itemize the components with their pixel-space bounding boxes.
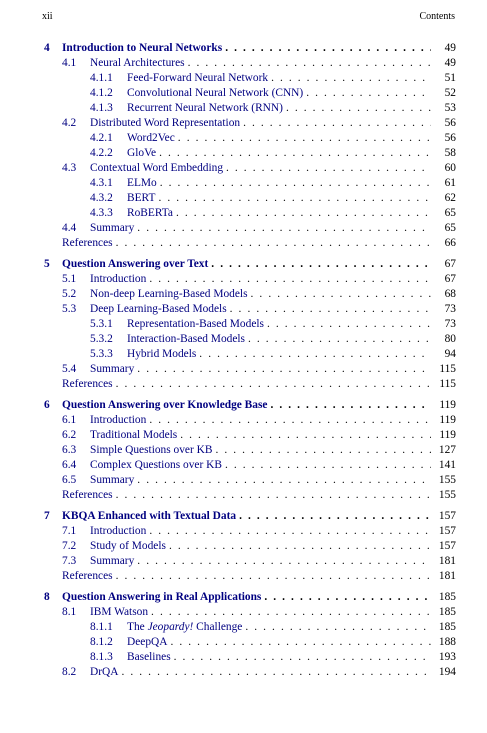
- toc-dot-leader: [225, 458, 431, 473]
- toc-entry-title[interactable]: BERT: [127, 192, 156, 204]
- toc-entry-number: 8.1.3: [90, 651, 113, 663]
- toc-entry-title[interactable]: Representation-Based Models: [127, 318, 264, 330]
- toc-entry-page: 68: [444, 288, 456, 300]
- toc-entry-page: 60: [444, 162, 456, 174]
- toc-entry-title[interactable]: References: [62, 378, 113, 390]
- toc-entry-page: 61: [444, 177, 456, 189]
- toc-dot-leader: [149, 413, 431, 428]
- toc-dot-leader: [149, 272, 431, 287]
- toc-entry-title[interactable]: GloVe: [127, 147, 157, 159]
- toc-dot-leader: [158, 191, 431, 206]
- toc-entry-sec[interactable]: [0, 116, 487, 131]
- toc-entry-title[interactable]: RoBERTa: [127, 207, 173, 219]
- toc-entry-number: 4.2.2: [90, 147, 113, 159]
- toc-entry-number: 5.3.3: [90, 348, 113, 360]
- toc-dot-leader: [176, 206, 431, 221]
- toc-entry-sec[interactable]: [0, 539, 487, 554]
- toc-entry-page: 67: [444, 258, 456, 270]
- toc-entry-title[interactable]: Question Answering in Real Applications: [62, 591, 262, 603]
- toc-dot-leader: [149, 524, 431, 539]
- toc-entry-sec[interactable]: [0, 302, 487, 317]
- toc-entry-page: 58: [444, 147, 456, 159]
- toc-entry-sub[interactable]: [0, 347, 487, 362]
- toc-entry-page: 119: [439, 399, 456, 411]
- toc-entry-number: 6: [44, 399, 50, 411]
- toc-entry-page: 65: [444, 222, 456, 234]
- toc-dot-leader: [169, 539, 431, 554]
- toc-entry-page: 185: [438, 591, 456, 603]
- toc-entry-number: 5.1: [62, 273, 77, 285]
- toc-entry-title[interactable]: DrQA: [90, 666, 119, 678]
- toc-entry-sec[interactable]: [0, 554, 487, 569]
- toc-entry-number: 4.3: [62, 162, 77, 174]
- toc-entry-title[interactable]: Neural Architectures: [90, 57, 185, 69]
- toc-entry-title[interactable]: KBQA Enhanced with Textual Data: [62, 510, 237, 522]
- toc-dot-leader: [286, 101, 431, 116]
- toc-entry-number: 6.2: [62, 429, 77, 441]
- toc-entry-number: 8.2: [62, 666, 77, 678]
- toc-entry-chapter[interactable]: [0, 398, 487, 413]
- toc-entry-page: 185: [438, 606, 456, 618]
- toc-entry-number: 4.4: [62, 222, 77, 234]
- toc-dot-leader: [199, 347, 431, 362]
- toc-dot-leader: [116, 488, 431, 503]
- toc-dot-leader: [137, 362, 431, 377]
- toc-entry-number: 6.5: [62, 474, 77, 486]
- toc-dot-leader: [174, 650, 431, 665]
- toc-entry-title[interactable]: Contextual Word Embedding: [90, 162, 224, 174]
- toc-entry-sec[interactable]: [0, 161, 487, 176]
- toc-entry-sub[interactable]: [0, 206, 487, 221]
- toc-entry-page: 155: [438, 489, 456, 501]
- toc-entry-ref[interactable]: [0, 236, 487, 251]
- toc-entry-number: 4.3.1: [90, 177, 113, 189]
- toc-entry-page: 65: [444, 207, 456, 219]
- toc-dot-leader: [243, 116, 431, 131]
- toc-entry-title[interactable]: Introduction: [90, 525, 147, 537]
- toc-dot-leader: [245, 620, 431, 635]
- toc-entry-page: 49: [444, 57, 456, 69]
- toc-entry-page: 127: [438, 444, 456, 456]
- toc-entry-number: 4.1.3: [90, 102, 113, 114]
- toc-entry-number: 8.1.2: [90, 636, 113, 648]
- toc-entry-title[interactable]: Introduction to Neural Networks: [62, 42, 223, 54]
- toc-entry-title[interactable]: Summary: [90, 474, 135, 486]
- toc-dot-leader: [225, 41, 431, 56]
- toc-entry-page: 62: [444, 192, 456, 204]
- toc-entry-title[interactable]: Baselines: [127, 651, 171, 663]
- toc-entry-number: 7.1: [62, 525, 77, 537]
- toc-entry-number: 4.3.3: [90, 207, 113, 219]
- toc-entry-number: 5.3.2: [90, 333, 113, 345]
- toc-entry-page: 115: [439, 363, 456, 375]
- toc-entry-title[interactable]: Deep Learning-Based Models: [90, 303, 227, 315]
- toc-entry-title[interactable]: Study of Models: [90, 540, 166, 552]
- toc-entry-ref[interactable]: [0, 569, 487, 584]
- toc-entry-number: 6.1: [62, 414, 77, 426]
- toc-dot-leader: [180, 428, 431, 443]
- toc-entry-title[interactable]: Hybrid Models: [127, 348, 197, 360]
- toc-entry-number: 4.1.1: [90, 72, 113, 84]
- toc-entry-sub[interactable]: [0, 71, 487, 86]
- toc-entry-page: 157: [438, 540, 456, 552]
- toc-entry-page: 119: [439, 429, 456, 441]
- toc-entry-page: 119: [439, 414, 456, 426]
- toc-entry-title[interactable]: Interaction-Based Models: [127, 333, 245, 345]
- page-header: [42, 11, 455, 25]
- toc-dot-leader: [188, 56, 431, 71]
- toc-dot-leader: [116, 236, 431, 251]
- toc-entry-sec[interactable]: [0, 473, 487, 488]
- toc-entry-ref[interactable]: [0, 377, 487, 392]
- toc-dot-leader: [230, 302, 431, 317]
- toc-entry-title[interactable]: Recurrent Neural Network (RNN): [127, 102, 283, 114]
- toc-entry-page: 157: [438, 510, 456, 522]
- toc-entry-number: 6.3: [62, 444, 77, 456]
- running-title: Contents: [419, 11, 455, 22]
- toc-entry-page: 141: [438, 459, 456, 471]
- toc-entry-number: 7: [44, 510, 50, 522]
- toc-entry-number: 5.3: [62, 303, 77, 315]
- toc-dot-leader: [137, 473, 431, 488]
- toc-entry-sub[interactable]: [0, 86, 487, 101]
- toc-entry-title[interactable]: Summary: [90, 363, 135, 375]
- toc-dot-leader: [226, 161, 431, 176]
- toc-entry-title[interactable]: Distributed Word Representation: [90, 117, 241, 129]
- toc-dot-leader: [171, 635, 432, 650]
- toc-entry-sec[interactable]: [0, 221, 487, 236]
- toc-entry-page: 181: [438, 570, 456, 582]
- toc-entry-page: 80: [444, 333, 456, 345]
- toc-dot-leader: [264, 590, 431, 605]
- toc-entry-title[interactable]: References: [62, 489, 113, 501]
- toc-entry-page: 193: [438, 651, 456, 663]
- toc-entry-sub[interactable]: [0, 101, 487, 116]
- toc-entry-sub[interactable]: [0, 191, 487, 206]
- toc-dot-leader: [270, 398, 431, 413]
- toc-entry-sub[interactable]: [0, 317, 487, 332]
- toc-entry-chapter[interactable]: [0, 257, 487, 272]
- toc-entry-number: 8: [44, 591, 50, 603]
- toc-entry-page: 194: [438, 666, 456, 678]
- toc-entry-page: 115: [439, 378, 456, 390]
- toc-entry-sub[interactable]: [0, 131, 487, 146]
- toc-entry-chapter[interactable]: [0, 590, 487, 605]
- toc-entry-title[interactable]: Convolutional Neural Network (CNN): [127, 87, 304, 99]
- toc-entry-page: 56: [444, 132, 456, 144]
- toc-entry-title[interactable]: Introduction: [90, 273, 147, 285]
- toc-dot-leader: [116, 377, 431, 392]
- toc-entry-number: 5.3.1: [90, 318, 113, 330]
- toc-entry-sec[interactable]: [0, 56, 487, 71]
- toc-entry-number: 8.1.1: [90, 621, 113, 633]
- toc-entry-sec[interactable]: [0, 413, 487, 428]
- toc-dot-leader: [251, 287, 431, 302]
- toc-dot-leader: [137, 221, 431, 236]
- toc-entry-page: 94: [444, 348, 456, 360]
- toc-dot-leader: [159, 146, 431, 161]
- toc-entry-sub[interactable]: [0, 620, 487, 635]
- toc-entry-page: 51: [444, 72, 456, 84]
- toc-dot-leader: [137, 554, 431, 569]
- toc-entry-sec[interactable]: [0, 605, 487, 620]
- toc-entry-title[interactable]: Introduction: [90, 414, 147, 426]
- toc-entry-number: 6.4: [62, 459, 77, 471]
- toc-entry-number: 4: [44, 42, 50, 54]
- toc-entry-title[interactable]: Word2Vec: [127, 132, 175, 144]
- toc-entry-title[interactable]: IBM Watson: [90, 606, 149, 618]
- toc-entry-number: 5.4: [62, 363, 77, 375]
- toc-entry-number: 4.3.2: [90, 192, 113, 204]
- toc-entry-page: 181: [438, 555, 456, 567]
- toc-entry-ref[interactable]: [0, 488, 487, 503]
- toc-dot-leader: [116, 569, 431, 584]
- toc-entry-title[interactable]: The Jeopardy! Challenge: [127, 621, 243, 633]
- toc-entry-page: 53: [444, 102, 456, 114]
- toc-entry-chapter[interactable]: [0, 509, 487, 524]
- toc-entry-page: 73: [444, 303, 456, 315]
- toc-entry-chapter[interactable]: [0, 41, 487, 56]
- toc-entry-number: 8.1: [62, 606, 77, 618]
- toc-dot-leader: [248, 332, 431, 347]
- toc-dot-leader: [267, 317, 431, 332]
- toc-entry-number: 4.1: [62, 57, 77, 69]
- toc-entry-title[interactable]: Summary: [90, 222, 135, 234]
- toc-entry-title[interactable]: DeepQA: [127, 636, 168, 648]
- toc-dot-leader: [306, 86, 431, 101]
- toc-entry-number: 5: [44, 258, 50, 270]
- toc-entry-sec[interactable]: [0, 428, 487, 443]
- toc-dot-leader: [239, 509, 431, 524]
- toc-entry-page: 56: [444, 117, 456, 129]
- toc-entry-page: 66: [444, 237, 456, 249]
- toc-entry-number: 7.3: [62, 555, 77, 567]
- toc-entry-title[interactable]: Traditional Models: [90, 429, 178, 441]
- toc-entry-sub[interactable]: [0, 176, 487, 191]
- toc-entry-number: 7.2: [62, 540, 77, 552]
- toc-entry-page: 67: [444, 273, 456, 285]
- toc-entry-sec[interactable]: [0, 458, 487, 473]
- toc-entry-page: 52: [444, 87, 456, 99]
- toc-entry-sub[interactable]: [0, 332, 487, 347]
- toc-entry-title[interactable]: ELMo: [127, 177, 157, 189]
- toc-entry-page: 188: [438, 636, 456, 648]
- toc-entry-page: 157: [438, 525, 456, 537]
- toc-entry-title[interactable]: Summary: [90, 555, 135, 567]
- toc-entry-sub[interactable]: [0, 146, 487, 161]
- toc-dot-leader: [121, 665, 431, 680]
- toc-entry-title[interactable]: Question Answering over Knowledge Base: [62, 399, 268, 411]
- toc-entry-title[interactable]: References: [62, 237, 113, 249]
- page-number: xii: [42, 11, 53, 22]
- toc-entry-sec[interactable]: [0, 362, 487, 377]
- toc-entry-title[interactable]: Question Answering over Text: [62, 258, 209, 270]
- toc-entry-title[interactable]: References: [62, 570, 113, 582]
- toc-entry-page: 49: [444, 42, 456, 54]
- toc-entry-page: 185: [438, 621, 456, 633]
- toc-dot-leader: [178, 131, 431, 146]
- toc-entry-title[interactable]: Non-deep Learning-Based Models: [90, 288, 248, 300]
- toc-entry-title[interactable]: Feed-Forward Neural Network: [127, 72, 269, 84]
- toc-entry-number: 4.1.2: [90, 87, 113, 99]
- toc-entry-sec[interactable]: [0, 287, 487, 302]
- toc-entry-number: 4.2: [62, 117, 77, 129]
- toc-dot-leader: [211, 257, 431, 272]
- toc-entry-sec[interactable]: [0, 524, 487, 539]
- toc-entry-sub[interactable]: [0, 635, 487, 650]
- toc-entry-page: 73: [444, 318, 456, 330]
- toc-entry-number: 4.2.1: [90, 132, 113, 144]
- table-of-contents: [0, 41, 487, 680]
- toc-entry-number: 5.2: [62, 288, 77, 300]
- toc-dot-leader: [160, 176, 431, 191]
- toc-dot-leader: [271, 71, 431, 86]
- toc-dot-leader: [215, 443, 431, 458]
- toc-entry-sec[interactable]: [0, 443, 487, 458]
- toc-entry-sec[interactable]: [0, 272, 487, 287]
- toc-entry-page: 155: [438, 474, 456, 486]
- toc-entry-sub[interactable]: [0, 650, 487, 665]
- toc-entry-title[interactable]: Complex Questions over KB: [90, 459, 222, 471]
- toc-entry-sec[interactable]: [0, 665, 487, 680]
- toc-entry-title[interactable]: Simple Questions over KB: [90, 444, 213, 456]
- toc-dot-leader: [151, 605, 431, 620]
